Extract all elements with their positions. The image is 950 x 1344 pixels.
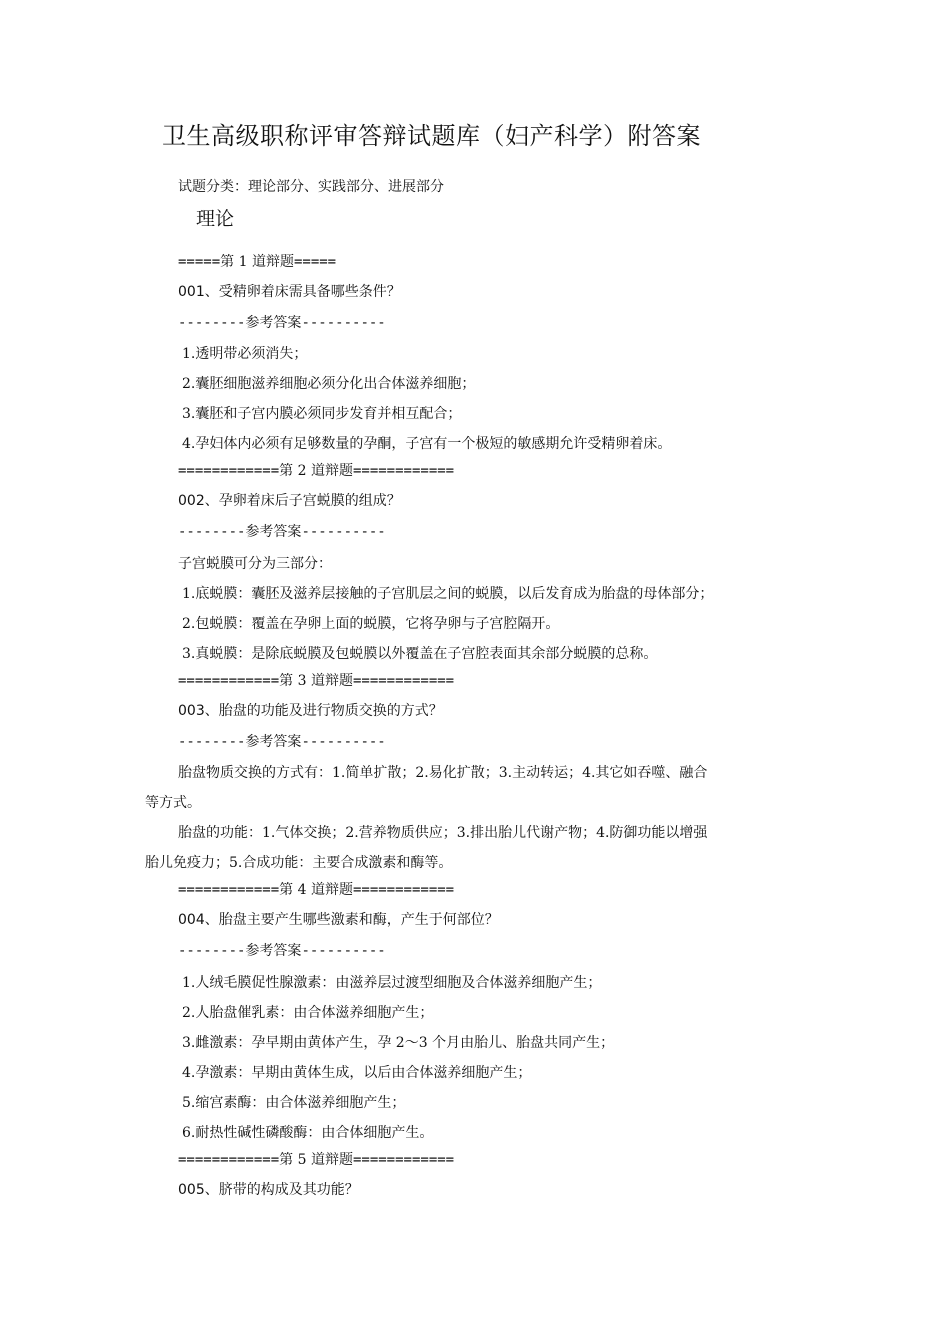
question-text: 003、胎盘的功能及进行物质交换的方式？ [178,703,443,719]
answer-line: 4.孕妇体内必须有足够数量的孕酮，子宫有一个极短的敏感期允许受精卵着床。 [182,436,672,452]
divider-left: -------- [178,943,246,959]
divider-right: ---------- [301,734,386,750]
question-number: 第 4 道辩题 [279,882,353,898]
answer-divider [178,523,386,541]
answer-line: 3.雌激素：孕早期由黄体产生，孕 2～3 个月由胎儿、胎盘共同产生； [182,1035,615,1051]
question-text: 004、胎盘主要产生哪些激素和酶，产生于何部位？ [178,912,499,928]
divider-right: ============ [352,463,455,479]
answer-line: 2.囊胚细胞滋养细胞必须分化出合体滋养细胞； [182,376,476,392]
question-separator [178,253,336,271]
answer-line: 6.耐热性碱性磷酸酶：由合体细胞产生。 [182,1125,434,1141]
divider-right: ---------- [301,943,386,959]
divider-right: ---------- [301,524,386,540]
question-text: 002、孕卵着床后子宫蜕膜的组成？ [178,493,401,509]
answer-line: 胎盘的功能：1.气体交换；2.营养物质供应；3.排出胎儿代谢产物；4.防御功能以增强 [178,825,708,841]
answer-divider [178,942,386,960]
answer-line: 胎儿免疫力；5.合成功能：主要合成激素和酶等。 [145,855,453,871]
divider-right: ============ [352,673,455,689]
divider-left: -------- [178,524,246,540]
divider-left: ============ [178,673,280,689]
page-title: 卫生高级职称评审答辩试题库（妇产科学）附答案 [162,122,701,150]
divider-left: ============ [178,882,280,898]
answer-line: 胎盘物质交换的方式有：1.简单扩散；2.易化扩散；3.主动转运；4.其它如吞噬、融合 [178,765,708,781]
divider-left: -------- [178,734,246,750]
question-separator [178,672,454,690]
answer-line: 1.底蜕膜：囊胚及滋养层接触的子宫肌层之间的蜕膜，以后发育成为胎盘的母体部分； [182,586,714,602]
question-separator [178,881,454,899]
answer-line: 5.缩宫素酶：由合体滋养细胞产生； [182,1095,406,1111]
question-separator [178,1151,454,1169]
answer-label: 参考答案 [245,943,302,959]
answer-line: 子宫蜕膜可分为三部分： [178,556,332,572]
answer-line: 1.人绒毛膜促性腺激素：由滋养层过渡型细胞及合体滋养细胞产生； [182,975,602,991]
answer-line: 2.包蜕膜：覆盖在孕卵上面的蜕膜，它将孕卵与子宫腔隔开。 [182,616,560,632]
answer-line: 3.真蜕膜：是除底蜕膜及包蜕膜以外覆盖在子宫腔表面其余部分蜕膜的总称。 [182,646,658,662]
divider-right: ===== [293,254,337,270]
question-number: 第 1 道辩题 [220,254,294,270]
answer-line: 1.透明带必须消失； [182,346,308,362]
answer-label: 参考答案 [245,734,302,750]
divider-left: ============ [178,463,280,479]
answer-label: 参考答案 [245,315,302,331]
answer-line: 3.囊胚和子宫内膜必须同步发育并相互配合； [182,406,462,422]
question-number: 第 5 道辩题 [279,1152,353,1168]
answer-label: 参考答案 [245,524,302,540]
divider-right: ============ [352,1152,455,1168]
question-text: 005、脐带的构成及其功能？ [178,1182,359,1198]
divider-right: ============ [352,882,455,898]
answer-divider [178,314,386,332]
answer-line: 4.孕激素：早期由黄体生成，以后由合体滋养细胞产生； [182,1065,532,1081]
question-number: 第 2 道辩题 [279,463,353,479]
question-text: 001、受精卵着床需具备哪些条件？ [178,284,401,300]
divider-left: ============ [178,1152,280,1168]
divider-left: -------- [178,315,246,331]
question-categories: 试题分类：理论部分、实践部分、进展部分 [178,179,444,195]
section-heading: 理论 [196,208,235,230]
answer-line: 2.人胎盘催乳素：由合体滋养细胞产生； [182,1005,434,1021]
divider-right: ---------- [301,315,386,331]
question-number: 第 3 道辩题 [279,673,353,689]
answer-line: 等方式。 [145,795,201,811]
question-separator [178,462,454,480]
divider-left: ===== [178,254,221,270]
answer-divider [178,733,386,751]
